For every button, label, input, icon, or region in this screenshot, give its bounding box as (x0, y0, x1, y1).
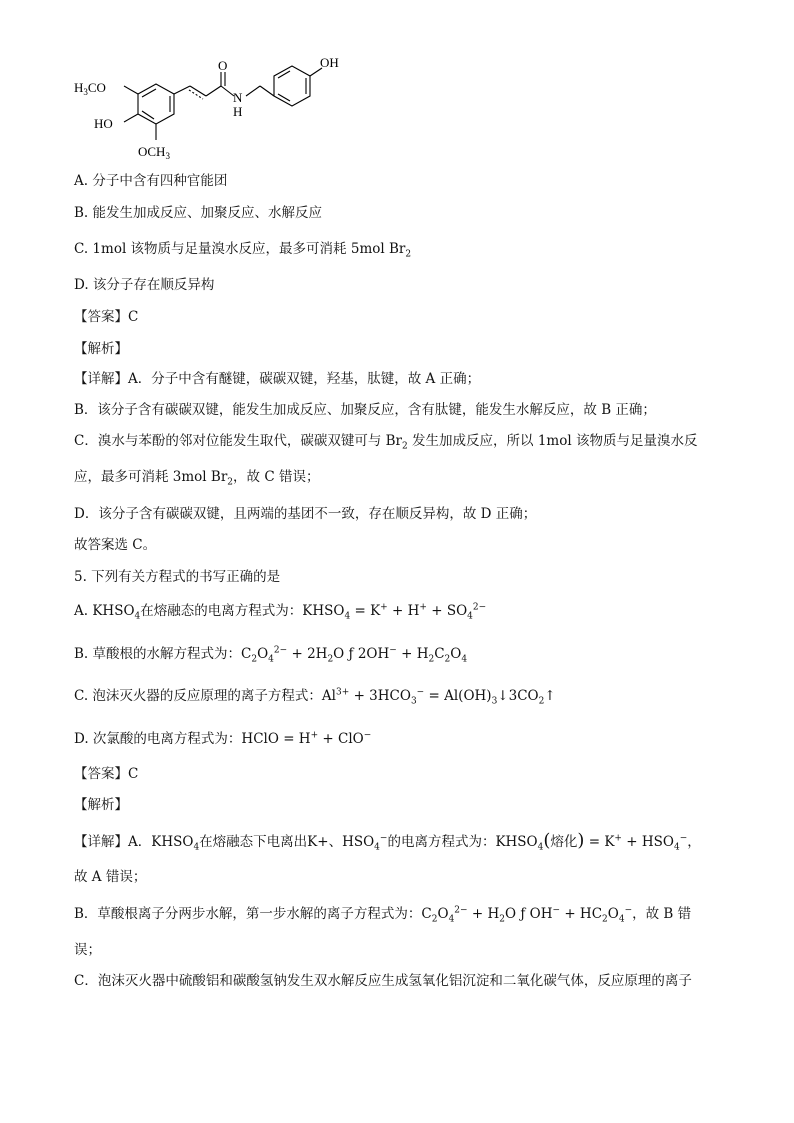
q4-option-b: B. 能发生加成反应、加聚反应、水解反应 (74, 205, 323, 221)
label-oh-top: OH (320, 56, 339, 70)
q4-option-d: D. 该分子存在顺反异构 (74, 277, 215, 293)
q5-analysis-tag: 【解析】 (74, 797, 128, 813)
q5-option-a: A. $KHSO_4$在熔融态的电离方程式为：$KHSO_4 = K^+ + H^+ + SO_4^{2-}$ (74, 602, 487, 622)
q4-detail-b: B．该分子含有碳碳双键，能发生加成反应、加聚反应，含有肽键，能发生水解反应，故 B 正确； (74, 402, 656, 418)
q4-conclusion: 故答案选 C。 (74, 537, 157, 553)
q5-option-d: D. 次氯酸的电离方程式为：HClO = H+ + ClO− (74, 730, 372, 747)
right-benzene-ring (274, 66, 310, 106)
q5-detail-b-line2: 误； (74, 942, 101, 958)
molecule-structure-diagram (68, 56, 368, 166)
q5-stem: 5. 下列有关方程式的书写正确的是 (74, 569, 281, 585)
label-carbonyl-o: O (218, 58, 228, 73)
q4-option-a: A. 分子中含有四种官能团 (74, 173, 228, 189)
q5-detail-c: C．泡沫灭火器中硫酸铝和碳酸氢钠发生双水解反应生成氢氧化铝沉淀和二氧化碳气体，反应原理的离子 (74, 973, 692, 989)
label-amide-n: N (233, 90, 243, 105)
label-ho: HO (94, 116, 113, 131)
q4-detail-a: 【详解】A．分子中含有醚键，碳碳双键，羟基，肽键，故 A 正确； (74, 371, 481, 387)
label-h3co: $H_3CO$ (74, 80, 106, 97)
q4-analysis-tag: 【解析】 (74, 341, 128, 357)
left-benzene-ring (138, 84, 174, 124)
q4-answer: 【答案】C (74, 309, 139, 325)
q5-option-c: C. 泡沫灭火器的反应原理的离子方程式：$Al^{3+} + 3HCO_3^-$ = $Al(OH)_3↓3CO_2↑$ (74, 687, 556, 707)
q5-detail-a-line2: 故 A 错误； (74, 869, 147, 885)
q5-answer: 【答案】C (74, 766, 139, 782)
label-och3: $OCH_3$ (138, 144, 170, 161)
q4-detail-c-line1: C．溴水与苯酚的邻对位能发生取代，碳碳双键可与 $Br_2$ 发生加成反应，所以 1mol 该物质与足量溴水反 (74, 433, 698, 452)
q5-option-b: B. 草酸根的水解方程式为：$C_2O_4^{2-} + 2H_2O$ ƒ $2OH^- + H_2C_2O_4$ (74, 645, 468, 665)
q4-detail-c-line2: 应，最多可消耗 3mol $Br_2$，故 C 错误； (74, 469, 320, 488)
q5-detail-a-line1: 【详解】A．$KHSO_4$在熔融态下电离出K+、$HSO_4^-$的电离方程式为：$KHSO_4$(熔化) = $K^+ + HSO_4^-$， (74, 830, 701, 853)
q4-option-c: C. 1mol 该物质与足量溴水反应，最多可消耗 5mol $Br_2$ (74, 241, 412, 260)
q5-detail-b-line1: B．草酸根离子分两步水解，第一步水解的离子方程式为：$C_2O_4^{2-} + H_2O$ ƒ $OH^- + HC_2O_4^-$，故 B 错 (74, 905, 692, 925)
q4-detail-d: D．该分子含有碳碳双键，且两端的基团不一致，存在顺反异构，故 D 正确； (74, 506, 537, 522)
label-amide-h: H (233, 104, 243, 119)
